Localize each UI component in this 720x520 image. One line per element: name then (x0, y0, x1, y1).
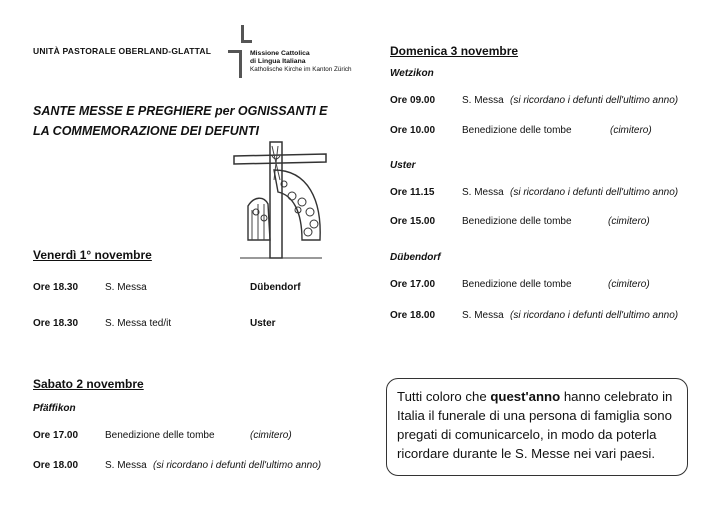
event-name: S. Messa (105, 282, 147, 293)
logo-line1: Missione Cattolica (250, 50, 310, 57)
event-name: Benedizione delle tombe (462, 216, 572, 227)
friday-heading: Venerdì 1° novembre (33, 248, 152, 262)
event-place: Dübendorf (250, 282, 301, 293)
event-time: Ore 15.00 (390, 216, 436, 227)
event-name: Benedizione delle tombe (462, 125, 572, 136)
dubendorf-place: Dübendorf (390, 252, 441, 263)
event-note: (si ricordano i defunti dell'ultimo anno) (510, 310, 679, 321)
sunday-heading: Domenica 3 novembre (390, 44, 519, 58)
saturday-place: Pfäffikon (33, 403, 76, 414)
event-place: Uster (250, 318, 276, 329)
uster-place: Uster (390, 160, 416, 171)
event-name: S. Messa (462, 187, 504, 198)
logo-line2: di Lingua Italiana (250, 58, 306, 65)
event-name: Benedizione delle tombe (462, 279, 572, 290)
event-time: Ore 17.00 (390, 279, 436, 290)
event-note: (cimitero) (608, 216, 650, 227)
event-note: (cimitero) (608, 279, 650, 290)
event-note: (si ricordano i defunti dell'ultimo anno) (153, 460, 322, 471)
mission-logo (228, 23, 352, 83)
event-name: Benedizione delle tombe (105, 430, 215, 441)
event-time: Ore 11.15 (390, 187, 435, 198)
notice-text-bold: quest'anno (490, 389, 561, 404)
event-note: (si ricordano i defunti dell'ultimo anno) (510, 95, 679, 106)
event-time: Ore 18.30 (33, 318, 79, 329)
notice-text-part2: hanno celebrato in Italia il funerale di una persona di famiglia sono pregati di comunicarcelo, in modo da poterla ricordare durante le S. Messe nei vari paesi. (397, 389, 673, 461)
page-title-line1: SANTE MESSE E PREGHIERE per OGNISSANTI E (33, 104, 328, 118)
page-title-line2: LA COMMEMORAZIONE DEI DEFUNTI (33, 124, 259, 138)
event-time: Ore 09.00 (390, 95, 436, 106)
pastoral-unit-name: UNITÀ PASTORALE OBERLAND-GLATTAL (33, 46, 212, 56)
event-time: Ore 18.30 (33, 282, 79, 293)
notice-text-part1: Tutti coloro che (397, 389, 491, 404)
logo-text (250, 50, 352, 74)
event-note: (cimitero) (250, 430, 292, 441)
logo-mark-icon (228, 23, 252, 81)
event-time: Ore 18.00 (390, 310, 436, 321)
event-time: Ore 18.00 (33, 460, 79, 471)
event-note: (cimitero) (610, 125, 652, 136)
event-name: S. Messa (105, 460, 147, 471)
wetzikon-place: Wetzikon (390, 68, 434, 79)
notice-box (386, 378, 688, 476)
event-time: Ore 10.00 (390, 125, 436, 136)
event-name: S. Messa ted/it (105, 318, 172, 329)
event-name: S. Messa (462, 95, 504, 106)
event-time: Ore 17.00 (33, 430, 79, 441)
saturday-heading: Sabato 2 novembre (33, 377, 144, 391)
event-note: (si ricordano i defunti dell'ultimo anno) (510, 187, 679, 198)
cross-with-wreath-icon (230, 140, 330, 260)
event-name: S. Messa (462, 310, 504, 321)
logo-line3: Katholische Kirche im Kanton Zürich (250, 66, 352, 73)
